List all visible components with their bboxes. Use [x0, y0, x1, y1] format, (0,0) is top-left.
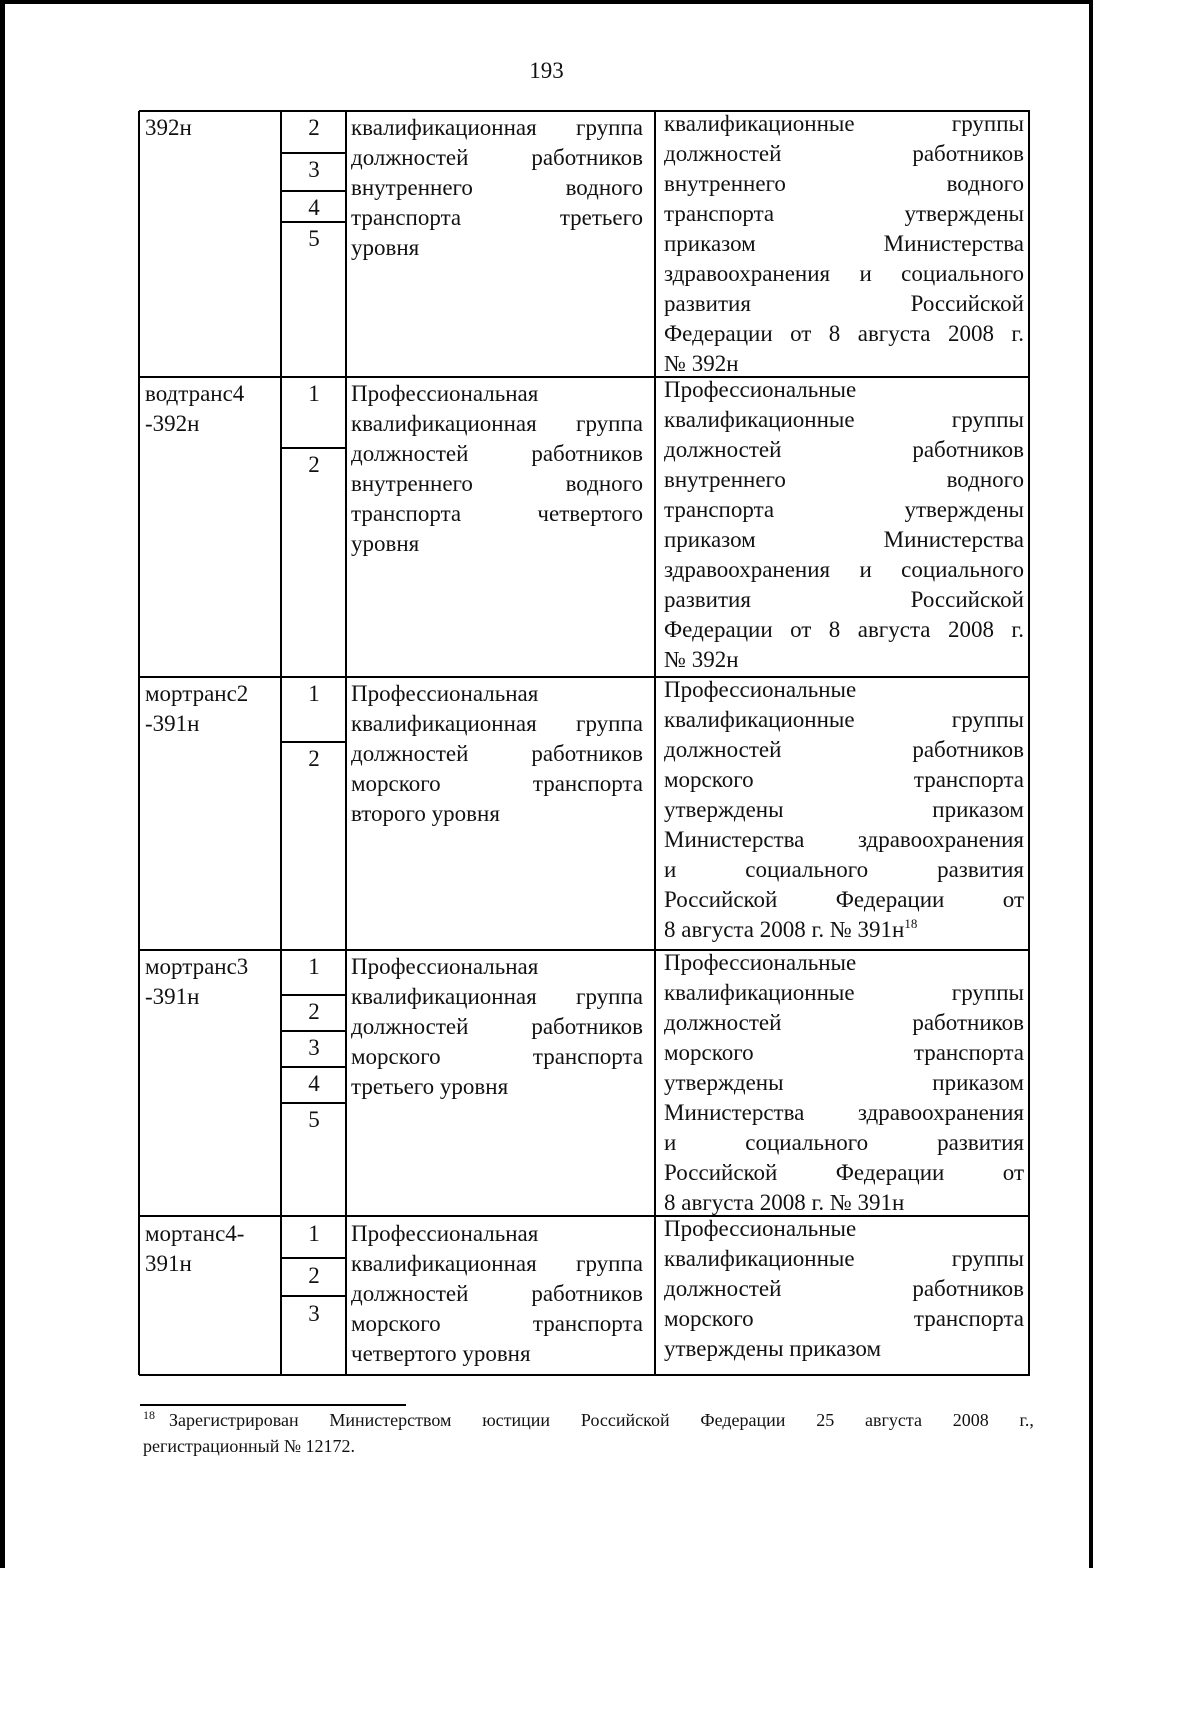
legal-basis-line: развития Российской	[664, 587, 1024, 612]
group-name-line: Профессиональная	[351, 681, 539, 706]
qualification-level: 1	[308, 681, 320, 706]
qualification-level: 4	[308, 1071, 320, 1096]
qualification-level: 2	[308, 746, 320, 771]
footnote-mark: 18	[143, 1408, 155, 1422]
legal-basis-line: Министерства здравоохранения	[664, 1100, 1024, 1125]
group-name-line: внутреннего водного	[351, 471, 643, 496]
row-code-line: мортранс3	[145, 954, 249, 979]
row-code	[145, 379, 244, 439]
page-number: 193	[529, 58, 564, 83]
footnote-line-1	[143, 1407, 1034, 1433]
legal-basis-line: Профессиональные	[664, 677, 857, 702]
level-cell-border	[281, 1066, 346, 1068]
level-cell-border	[281, 994, 346, 996]
group-name	[351, 679, 643, 829]
row-code-line: мортранс2	[145, 681, 249, 706]
legal-basis-line: утверждены приказом	[664, 1070, 1024, 1095]
legal-basis-line: транспорта утверждены	[664, 497, 1024, 522]
footnote	[143, 1407, 1034, 1459]
qualification-level: 1	[308, 954, 320, 979]
qualification-level: 2	[308, 452, 320, 477]
qualification-level: 1	[308, 381, 320, 406]
legal-basis-line: морского транспорта	[664, 1306, 1024, 1331]
group-name-line: квалификационная группа	[351, 411, 643, 436]
row-code-line: -391н	[145, 984, 200, 1009]
legal-basis-line: должностей работников	[664, 437, 1024, 462]
legal-basis-line: квалификационные группы	[664, 111, 1024, 136]
group-name-line: квалификационная группа	[351, 711, 643, 736]
footnote-word: 2008	[952, 1410, 989, 1430]
qualification-level: 4	[308, 195, 320, 220]
scan-border-right	[1089, 0, 1093, 1568]
group-name-line: морского транспорта	[351, 1044, 643, 1069]
level-cell-border	[281, 1295, 346, 1297]
group-name-line: Профессиональная	[351, 1221, 539, 1246]
qualification-level: 3	[308, 157, 320, 182]
row-code	[145, 679, 248, 739]
legal-basis-line: должностей работников	[664, 737, 1024, 762]
legal-basis-line: внутреннего водного	[664, 171, 1024, 196]
footnote-word: $^{18}$ Зарегистрирован	[143, 1408, 299, 1430]
group-name-line: морского транспорта	[351, 1311, 643, 1336]
legal-basis-line: утверждены приказом	[664, 797, 1024, 822]
row-code-line: водтранс4	[145, 381, 245, 406]
group-name-line: квалификационная группа	[351, 115, 643, 140]
legal-basis-line: и социального развития	[664, 1130, 1024, 1155]
legal-basis-line: приказом Министерства	[664, 527, 1024, 552]
legal-basis-line: № 392н	[664, 647, 739, 672]
group-name-line: должностей работников	[351, 441, 643, 466]
row-code-line: -391н	[145, 711, 200, 736]
row-code	[145, 952, 248, 1012]
group-name-line: транспорта четвертого	[351, 501, 643, 526]
row-code	[145, 1219, 244, 1279]
legal-basis-line: и социального развития	[664, 857, 1024, 882]
legal-basis-line: квалификационные группы	[664, 980, 1024, 1005]
group-name-line: квалификационная группа	[351, 1251, 643, 1276]
legal-basis-line: Профессиональные	[664, 377, 857, 402]
legal-basis-line: 8 августа 2008 г. № $391н^{18}$	[664, 916, 918, 942]
qualification-level: 5	[308, 1107, 320, 1132]
group-name-line: уровня	[351, 531, 420, 556]
legal-basis-line: внутреннего водного	[664, 467, 1024, 492]
legal-basis-line: Российской Федерации от	[664, 1160, 1024, 1185]
legal-basis-line: Министерства здравоохранения	[664, 827, 1024, 852]
footnote-word: августа	[865, 1410, 922, 1430]
level-cell-border	[281, 190, 346, 192]
qualification-level: 1	[308, 1221, 320, 1246]
level-cell-border	[281, 1030, 346, 1032]
footnote-word: г.,	[1019, 1410, 1034, 1430]
legal-basis	[664, 675, 1024, 945]
legal-basis-line: приказом Министерства	[664, 231, 1024, 256]
legal-basis-line: Федерации от 8 августа 2008 г.	[664, 617, 1024, 642]
level-cell-border	[281, 447, 346, 449]
group-name-line: должностей работников	[351, 145, 643, 170]
group-name-line: квалификационная группа	[351, 984, 643, 1009]
level-cell-border	[281, 152, 346, 154]
footnote-line-2: регистрационный № 12172.	[143, 1436, 356, 1456]
level-cell-border	[281, 741, 346, 743]
legal-basis-line: 8 августа 2008 г. № 391н	[664, 1190, 905, 1215]
table-column-border	[1028, 111, 1030, 1375]
legal-basis-line: квалификационные группы	[664, 1246, 1024, 1271]
footnote-reference: 18	[904, 916, 918, 931]
group-name-line: Профессиональная	[351, 381, 539, 406]
legal-basis-line: транспорта утверждены	[664, 201, 1024, 226]
legal-basis-line: Российской Федерации от	[664, 887, 1024, 912]
row-code-line: мортанс4-	[145, 1221, 245, 1246]
legal-basis-line: Федерации от 8 августа 2008 г.	[664, 321, 1024, 346]
group-name-line: четвертого уровня	[351, 1341, 531, 1366]
table-column-border	[654, 111, 656, 1375]
group-name-line: должностей работников	[351, 1014, 643, 1039]
legal-basis-line: Профессиональные	[664, 950, 857, 975]
group-name	[351, 379, 643, 559]
qualification-level: 2	[308, 999, 320, 1024]
table-row-border	[139, 1374, 1030, 1376]
qualification-level: 3	[308, 1035, 320, 1060]
row-code: 392н	[145, 115, 192, 140]
group-name	[351, 952, 643, 1102]
row-code-line: -392н	[145, 411, 200, 436]
legal-basis-line: должностей работников	[664, 141, 1024, 166]
legal-basis-line: должностей работников	[664, 1010, 1024, 1035]
legal-basis-line: здравоохранения и социального	[664, 261, 1024, 286]
footnote-word: Федерации	[700, 1410, 786, 1430]
legal-basis-line: квалификационные группы	[664, 707, 1024, 732]
qualification-level: 2	[308, 115, 320, 140]
qualification-level: 3	[308, 1301, 320, 1326]
level-cell-border	[281, 1102, 346, 1104]
group-name-line: морского транспорта	[351, 771, 643, 796]
group-name	[351, 113, 643, 263]
footnote-word: юстиции	[482, 1410, 551, 1430]
table-column-border	[345, 111, 347, 1375]
footnote-separator	[140, 1404, 406, 1406]
group-name-line: второго уровня	[351, 801, 500, 826]
table-column-border	[138, 111, 140, 1375]
legal-basis-line: морского транспорта	[664, 767, 1024, 792]
legal-basis-line: должностей работников	[664, 1276, 1024, 1301]
legal-basis-line: здравоохранения и социального	[664, 557, 1024, 582]
qualification-level: 2	[308, 1263, 320, 1288]
legal-basis-line: утверждены приказом	[664, 1336, 882, 1361]
legal-basis-line: морского транспорта	[664, 1040, 1024, 1065]
group-name-line: транспорта третьего	[351, 205, 643, 230]
footnote-word: Министерством	[329, 1410, 452, 1430]
scan-border-top	[0, 0, 1093, 4]
group-name-line: уровня	[351, 235, 420, 260]
scan-border-left	[0, 0, 5, 1568]
legal-basis-line: развития Российской	[664, 291, 1024, 316]
group-name-line: третьего уровня	[351, 1074, 509, 1099]
level-cell-border	[281, 1257, 346, 1259]
group-name	[351, 1219, 643, 1369]
legal-basis	[664, 948, 1024, 1218]
legal-basis	[664, 375, 1024, 675]
footnote-word: 25	[816, 1410, 835, 1430]
table-column-border	[280, 111, 282, 1375]
group-name-line: должностей работников	[351, 741, 643, 766]
legal-basis	[664, 109, 1024, 379]
legal-basis-line: Профессиональные	[664, 1216, 857, 1241]
legal-basis-line: квалификационные группы	[664, 407, 1024, 432]
group-name-line: Профессиональная	[351, 954, 539, 979]
footnote-word: Российской	[580, 1410, 670, 1430]
legal-basis-line: № 392н	[664, 351, 739, 376]
qualification-level: 5	[308, 226, 320, 251]
row-code-line: 391н	[145, 1251, 192, 1276]
legal-basis	[664, 1214, 1024, 1364]
group-name-line: внутреннего водного	[351, 175, 643, 200]
group-name-line: должностей работников	[351, 1281, 643, 1306]
